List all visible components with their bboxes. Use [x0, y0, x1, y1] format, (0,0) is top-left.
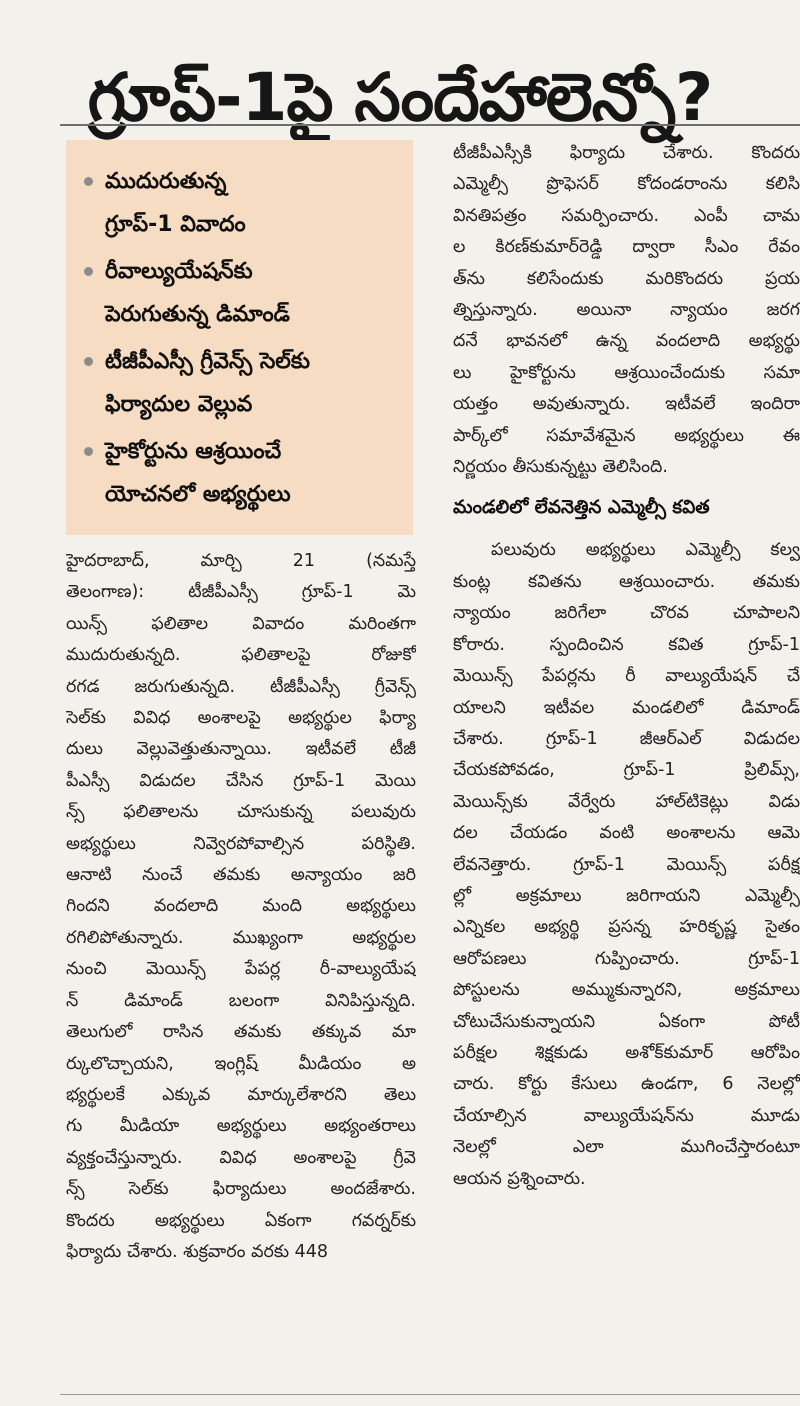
- article-line: న్యాయం జరిగేలా చొరవ చూపాలని: [453, 603, 800, 624]
- highlight-item: [84, 160, 403, 246]
- article-line: కొందరు అభ్యర్థులు ఏకంగా గవర్నర్‌కు: [66, 1210, 416, 1231]
- highlight-item: [84, 430, 403, 516]
- headline: గ్రూప్-1పై సందేహాలెన్నో?: [87, 58, 713, 136]
- article-line: ఆరోపణలు గుప్పించారు. గ్రూప్-1: [453, 948, 800, 969]
- article-line: పార్క్‌లో సమావేశమైన అభ్యర్థులు ఈ: [453, 425, 800, 446]
- highlight-item: [84, 250, 403, 336]
- bullet-icon: [84, 357, 93, 366]
- highlight-line: ఫిర్యాదుల వెల్లువ: [105, 392, 253, 417]
- article-right-column: [453, 138, 800, 1195]
- article-line: లేవనెత్తారు. గ్రూప్-1 మెయిన్స్ పరీక్ష: [453, 854, 800, 875]
- article-line: తెలంగాణ): టీజీపీఎస్సీ గ్రూప్-1 మె: [66, 582, 416, 603]
- article-line: కోరారు. స్పందించిన కవిత గ్రూప్-1: [453, 634, 800, 655]
- article-line: త్‌ను కలిసేందుకు మరికొందరు ప్రయ: [453, 268, 800, 289]
- article-line: దల చేయడం వంటి అంశాలను ఆమె: [453, 823, 800, 844]
- article-line: ఫిర్యాదు చేశారు. శుక్రవారం వరకు 448: [66, 1241, 329, 1262]
- article-line: మెయిన్స్‌కు వేర్వేరు హాల్‌టికెట్లు విడు: [453, 791, 800, 812]
- article-line: పోస్టులను అమ్ముకున్నారని, అక్రమాలు: [453, 980, 800, 1001]
- article-line: నెలల్లో ఎలా ముగించేస్తారంటూ: [453, 1137, 800, 1158]
- highlight-line: గ్రూప్-1 వివాదం: [105, 212, 246, 237]
- article-line: యిన్స్ ఫలితాల వివాదం మరింతగా: [66, 613, 416, 634]
- article-line: దులు వెల్లువెత్తుతున్నాయి. ఇటీవలే టీజీ: [66, 739, 416, 760]
- article-line: రగడ జరుగుతున్నది. టీజీపీఎస్సీ గ్రీవెన్స్: [66, 676, 416, 697]
- article-line: వ్యక్తంచేస్తున్నారు. వివిధ అంశాలపై గ్రీవె: [66, 1147, 416, 1168]
- article-line: సెల్‌కు వివిధ అంశాలపై అభ్యర్థుల ఫిర్యా: [66, 708, 416, 729]
- article-line: త్నిస్తున్నారు. అయినా న్యాయం జరగ: [453, 300, 800, 321]
- article-line: రగిలిపోతున్నారు. ముఖ్యంగా అభ్యర్థుల: [66, 927, 416, 948]
- article-line: న్స్ ఫలితాలను చూసుకున్న పలువురు: [66, 802, 416, 823]
- article-line: ఆయన ప్రశ్నించారు.: [453, 1168, 586, 1189]
- article-line: కుంట్ల కవితను ఆశ్రయించారు. తమకు: [453, 571, 800, 592]
- highlights-box: [66, 140, 413, 535]
- article-line: ముదురుతున్నది. ఫలితాలపై రోజుకో: [66, 645, 416, 666]
- article-line: అభ్యర్థులు నివ్వెరపోవాల్సిన పరిస్థితి.: [66, 833, 416, 854]
- highlight-item: [84, 340, 403, 426]
- article-line: చోటుచేసుకున్నాయని ఏకంగా పోటీ: [453, 1011, 800, 1032]
- article-line: ఎన్నికల అభ్యర్థి ప్రసన్న హరికృష్ణ సైతం: [453, 917, 800, 938]
- article-line: నిర్ణయం తీసుకున్నట్టు తెలిసింది.: [453, 457, 668, 478]
- article-line: పీఎస్సీ విడుదల చేసిన గ్రూప్-1 మెయి: [66, 770, 416, 791]
- article-line: వినతిపత్రం సమర్పించారు. ఎంపీ చామ: [453, 205, 800, 226]
- subheading: మండలిలో లేవనెత్తిన ఎమ్మెల్సీ కవిత: [453, 497, 710, 519]
- article-line: యాలని ఇటీవల మండలిలో డిమాండ్: [453, 697, 800, 718]
- article-line: దనే భావనలో ఉన్న వందలాది అభ్యర్థు: [453, 331, 800, 352]
- bullet-icon: [84, 267, 93, 276]
- highlight-line: రీవాల్యుయేషన్‌కు: [105, 259, 253, 284]
- article-line: న్స్ సెల్‌కు ఫిర్యాదులు అందజేశారు.: [66, 1179, 416, 1200]
- article-line: పలువురు అభ్యర్థులు ఎమ్మెల్సీ కల్వ: [491, 540, 800, 561]
- highlight-line: హైకోర్టును ఆశ్రయించే: [105, 439, 282, 464]
- article-line: చేయాల్సిన వాల్యుయేషన్‌ను మూడు: [453, 1105, 800, 1126]
- article-line: యత్తం అవుతున్నారు. ఇటీవలే ఇందిరా: [453, 394, 800, 415]
- article-line: ఆనాటి నుంచే తమకు అన్యాయం జరి: [66, 865, 416, 886]
- bullet-icon: [84, 447, 93, 456]
- article-line: హైదరాబాద్, మార్చి 21 (నమస్తే: [66, 551, 416, 571]
- article-line: నుంచి మెయిన్స్ పేపర్ల రీ-వాల్యుయేష: [66, 959, 416, 980]
- highlight-line: యోచనలో అభ్యర్థులు: [105, 482, 291, 507]
- highlight-line: పెరుగుతున్న డిమాండ్: [105, 302, 290, 327]
- article-line: భ్యర్థులకే ఎక్కువ మార్కులేశారని తెలు: [66, 1084, 416, 1105]
- article-line: ల్లో అక్రమాలు జరిగాయని ఎమ్మెల్సీ: [453, 885, 800, 906]
- article-line: చేయకపోవడం, గ్రూప్-1 ప్రిలిమ్స్,: [453, 760, 800, 781]
- article-line: గిందని వందలాది మంది అభ్యర్థులు: [66, 896, 416, 917]
- article-line: లు హైకోర్టును ఆశ్రయించేందుకు సమా: [453, 362, 800, 383]
- article-line: ఎమ్మెల్సీ ప్రొఫెసర్ కోదండరాంను కలిసి: [453, 174, 800, 195]
- headline-rule: [60, 124, 800, 126]
- footer-rule: [60, 1394, 800, 1395]
- article-line: ర్కులొచ్చాయని, ఇంగ్లిష్ మీడియం అ: [66, 1053, 416, 1074]
- article-line: న్ డిమాండ్ బలంగా వినిపిస్తున్నది.: [66, 990, 416, 1011]
- article-line: పరీక్షల శిక్షకుడు అశోక్‌కుమార్ ఆరోపిం: [453, 1042, 800, 1063]
- bullet-icon: [84, 177, 93, 186]
- article-left-column: [66, 546, 416, 1268]
- article-line: తెలుగులో రాసిన తమకు తక్కువ మా: [66, 1022, 416, 1043]
- article-line: ల కిరణ్‌కుమార్‌రెడ్డి ద్వారా సీఎం రేవం: [453, 237, 800, 258]
- highlight-line: ముదురుతున్న: [105, 169, 227, 194]
- highlight-line: టీజీపీఎస్సీ గ్రీవెన్స్ సెల్‌కు: [105, 349, 310, 374]
- article-line: చేశారు. గ్రూప్-1 జీఆర్ఎల్ విడుదల: [453, 728, 800, 749]
- article-line: టీజీపీఎస్సీకి ఫిర్యాదు చేశారు. కొందరు: [453, 143, 800, 163]
- article-line: మెయిన్స్ పేపర్లను రీ వాల్యుయేషన్ చే: [453, 666, 800, 687]
- article-line: గు మీడియా అభ్యర్థులు అభ్యంతరాలు: [66, 1116, 416, 1137]
- article-line: చారు. కోర్టు కేసులు ఉండగా, 6 నెలల్లో: [453, 1074, 800, 1095]
